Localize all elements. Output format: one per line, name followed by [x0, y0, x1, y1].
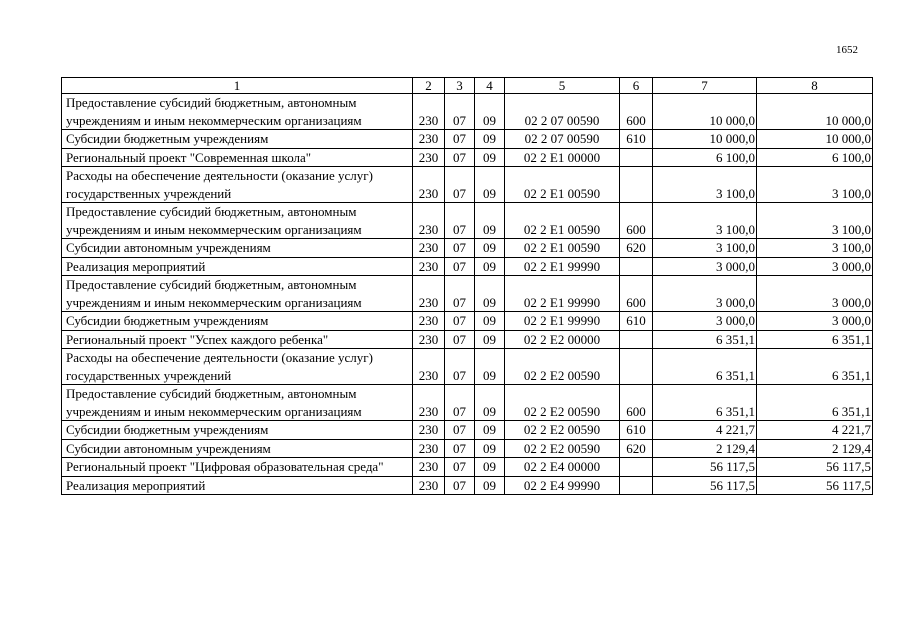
row-name-cell: Субсидии автономным учреждениям — [62, 439, 413, 458]
row-subsection-cell: 09 — [475, 421, 505, 440]
table-row — [62, 257, 873, 276]
table-row — [62, 330, 873, 349]
row-code-cell: 230 — [413, 421, 445, 440]
row-name-cell: Субсидии бюджетным учреждениям — [62, 130, 413, 149]
row-amount-cell: 3 100,0 — [757, 203, 873, 239]
column-header: 8 — [757, 78, 873, 94]
row-expense-type-cell — [620, 458, 653, 477]
column-header: 3 — [445, 78, 475, 94]
row-code-cell: 230 — [413, 476, 445, 495]
row-amount-cell: 6 351,1 — [757, 330, 873, 349]
row-amount-cell: 6 100,0 — [653, 148, 757, 167]
table-row — [62, 349, 873, 385]
row-subsection-cell: 09 — [475, 349, 505, 385]
row-section-cell: 07 — [445, 257, 475, 276]
row-section-cell: 07 — [445, 439, 475, 458]
row-code-cell: 230 — [413, 148, 445, 167]
row-code-cell: 230 — [413, 239, 445, 258]
row-subsection-cell: 09 — [475, 239, 505, 258]
table-row — [62, 421, 873, 440]
row-section-cell: 07 — [445, 94, 475, 130]
row-subsection-cell: 09 — [475, 257, 505, 276]
column-header: 4 — [475, 78, 505, 94]
row-amount-cell: 10 000,0 — [653, 94, 757, 130]
row-code-cell: 230 — [413, 276, 445, 312]
row-target-article-cell: 02 2 E1 00590 — [505, 203, 620, 239]
row-target-article-cell: 02 2 E2 00590 — [505, 349, 620, 385]
row-amount-cell: 3 100,0 — [653, 239, 757, 258]
row-section-cell: 07 — [445, 312, 475, 331]
row-name-cell: Предоставление субсидий бюджетным, автономным учреждениям и иным некоммерческим организациям — [62, 94, 413, 130]
row-expense-type-cell: 610 — [620, 130, 653, 149]
row-name-cell: Реализация мероприятий — [62, 257, 413, 276]
row-code-cell: 230 — [413, 257, 445, 276]
table-row — [62, 148, 873, 167]
row-name-cell: Расходы на обеспечение деятельности (оказание услуг) государственных учреждений — [62, 349, 413, 385]
row-amount-cell: 3 000,0 — [653, 312, 757, 331]
row-amount-cell: 56 117,5 — [653, 476, 757, 495]
row-expense-type-cell: 600 — [620, 276, 653, 312]
row-name-cell: Предоставление субсидий бюджетным, автономным учреждениям и иным некоммерческим организациям — [62, 276, 413, 312]
row-section-cell: 07 — [445, 276, 475, 312]
row-section-cell: 07 — [445, 349, 475, 385]
column-header: 7 — [653, 78, 757, 94]
row-subsection-cell: 09 — [475, 439, 505, 458]
row-code-cell: 230 — [413, 330, 445, 349]
row-subsection-cell: 09 — [475, 167, 505, 203]
page-number: 1652 — [836, 44, 858, 56]
row-amount-cell: 3 100,0 — [653, 167, 757, 203]
row-amount-cell: 3 000,0 — [653, 276, 757, 312]
table-row — [62, 94, 873, 130]
row-amount-cell: 3 000,0 — [757, 312, 873, 331]
row-section-cell: 07 — [445, 148, 475, 167]
row-code-cell: 230 — [413, 167, 445, 203]
row-name-cell: Субсидии бюджетным учреждениям — [62, 312, 413, 331]
row-amount-cell: 56 117,5 — [653, 458, 757, 477]
row-section-cell: 07 — [445, 330, 475, 349]
column-header: 5 — [505, 78, 620, 94]
row-target-article-cell: 02 2 E1 00000 — [505, 148, 620, 167]
row-expense-type-cell: 600 — [620, 385, 653, 421]
row-target-article-cell: 02 2 E1 99990 — [505, 276, 620, 312]
table-row — [62, 385, 873, 421]
row-code-cell: 230 — [413, 349, 445, 385]
table-row — [62, 239, 873, 258]
row-subsection-cell: 09 — [475, 148, 505, 167]
row-name-cell: Реализация мероприятий — [62, 476, 413, 495]
row-target-article-cell: 02 2 07 00590 — [505, 130, 620, 149]
row-subsection-cell: 09 — [475, 312, 505, 331]
row-expense-type-cell: 600 — [620, 203, 653, 239]
table-row — [62, 203, 873, 239]
row-amount-cell: 6 351,1 — [653, 385, 757, 421]
table-row — [62, 439, 873, 458]
row-code-cell: 230 — [413, 130, 445, 149]
row-expense-type-cell — [620, 148, 653, 167]
table-header-row — [62, 78, 873, 94]
row-subsection-cell: 09 — [475, 276, 505, 312]
budget-table — [61, 77, 873, 495]
row-expense-type-cell — [620, 257, 653, 276]
row-expense-type-cell: 600 — [620, 94, 653, 130]
row-code-cell: 230 — [413, 458, 445, 477]
table-row — [62, 130, 873, 149]
row-expense-type-cell — [620, 476, 653, 495]
table-row — [62, 458, 873, 477]
row-amount-cell: 3 100,0 — [757, 239, 873, 258]
row-subsection-cell: 09 — [475, 385, 505, 421]
row-amount-cell: 10 000,0 — [757, 94, 873, 130]
row-target-article-cell: 02 2 E1 00590 — [505, 167, 620, 203]
row-amount-cell: 6 351,1 — [653, 349, 757, 385]
row-code-cell: 230 — [413, 312, 445, 331]
row-subsection-cell: 09 — [475, 203, 505, 239]
table-row — [62, 476, 873, 495]
row-target-article-cell: 02 2 E1 00590 — [505, 239, 620, 258]
row-target-article-cell: 02 2 E1 99990 — [505, 312, 620, 331]
row-target-article-cell: 02 2 E2 00590 — [505, 385, 620, 421]
row-amount-cell: 6 351,1 — [653, 330, 757, 349]
row-amount-cell: 10 000,0 — [757, 130, 873, 149]
row-expense-type-cell — [620, 330, 653, 349]
row-section-cell: 07 — [445, 458, 475, 477]
row-subsection-cell: 09 — [475, 94, 505, 130]
row-section-cell: 07 — [445, 167, 475, 203]
row-section-cell: 07 — [445, 203, 475, 239]
row-code-cell: 230 — [413, 439, 445, 458]
row-amount-cell: 6 100,0 — [757, 148, 873, 167]
row-expense-type-cell: 610 — [620, 312, 653, 331]
row-target-article-cell: 02 2 E2 00590 — [505, 439, 620, 458]
row-subsection-cell: 09 — [475, 458, 505, 477]
row-name-cell: Региональный проект "Успех каждого ребенка" — [62, 330, 413, 349]
row-section-cell: 07 — [445, 385, 475, 421]
row-section-cell: 07 — [445, 476, 475, 495]
table-row — [62, 312, 873, 331]
row-expense-type-cell: 620 — [620, 439, 653, 458]
row-expense-type-cell: 610 — [620, 421, 653, 440]
row-amount-cell: 2 129,4 — [653, 439, 757, 458]
column-header: 2 — [413, 78, 445, 94]
row-name-cell: Предоставление субсидий бюджетным, автономным учреждениям и иным некоммерческим организациям — [62, 203, 413, 239]
row-target-article-cell: 02 2 07 00590 — [505, 94, 620, 130]
row-amount-cell: 3 000,0 — [757, 257, 873, 276]
row-subsection-cell: 09 — [475, 330, 505, 349]
row-expense-type-cell: 620 — [620, 239, 653, 258]
row-section-cell: 07 — [445, 421, 475, 440]
row-name-cell: Субсидии бюджетным учреждениям — [62, 421, 413, 440]
row-name-cell: Региональный проект "Современная школа" — [62, 148, 413, 167]
row-target-article-cell: 02 2 E2 00000 — [505, 330, 620, 349]
table-row — [62, 276, 873, 312]
row-amount-cell: 3 000,0 — [757, 276, 873, 312]
row-amount-cell: 56 117,5 — [757, 458, 873, 477]
row-amount-cell: 4 221,7 — [757, 421, 873, 440]
row-subsection-cell: 09 — [475, 476, 505, 495]
row-code-cell: 230 — [413, 94, 445, 130]
column-header: 1 — [62, 78, 413, 94]
table-row — [62, 167, 873, 203]
row-section-cell: 07 — [445, 239, 475, 258]
row-name-cell: Субсидии автономным учреждениям — [62, 239, 413, 258]
row-subsection-cell: 09 — [475, 130, 505, 149]
column-header: 6 — [620, 78, 653, 94]
row-target-article-cell: 02 2 E2 00590 — [505, 421, 620, 440]
row-amount-cell: 6 351,1 — [757, 349, 873, 385]
row-target-article-cell: 02 2 E4 99990 — [505, 476, 620, 495]
row-amount-cell: 10 000,0 — [653, 130, 757, 149]
row-amount-cell: 6 351,1 — [757, 385, 873, 421]
row-expense-type-cell — [620, 167, 653, 203]
row-amount-cell: 3 100,0 — [653, 203, 757, 239]
row-amount-cell: 4 221,7 — [653, 421, 757, 440]
row-amount-cell: 2 129,4 — [757, 439, 873, 458]
row-amount-cell: 3 000,0 — [653, 257, 757, 276]
row-expense-type-cell — [620, 349, 653, 385]
row-name-cell: Региональный проект "Цифровая образовательная среда" — [62, 458, 413, 477]
row-amount-cell: 3 100,0 — [757, 167, 873, 203]
row-target-article-cell: 02 2 E4 00000 — [505, 458, 620, 477]
row-code-cell: 230 — [413, 385, 445, 421]
row-amount-cell: 56 117,5 — [757, 476, 873, 495]
row-name-cell: Расходы на обеспечение деятельности (оказание услуг) государственных учреждений — [62, 167, 413, 203]
row-target-article-cell: 02 2 E1 99990 — [505, 257, 620, 276]
row-section-cell: 07 — [445, 130, 475, 149]
row-name-cell: Предоставление субсидий бюджетным, автономным учреждениям и иным некоммерческим организациям — [62, 385, 413, 421]
row-code-cell: 230 — [413, 203, 445, 239]
